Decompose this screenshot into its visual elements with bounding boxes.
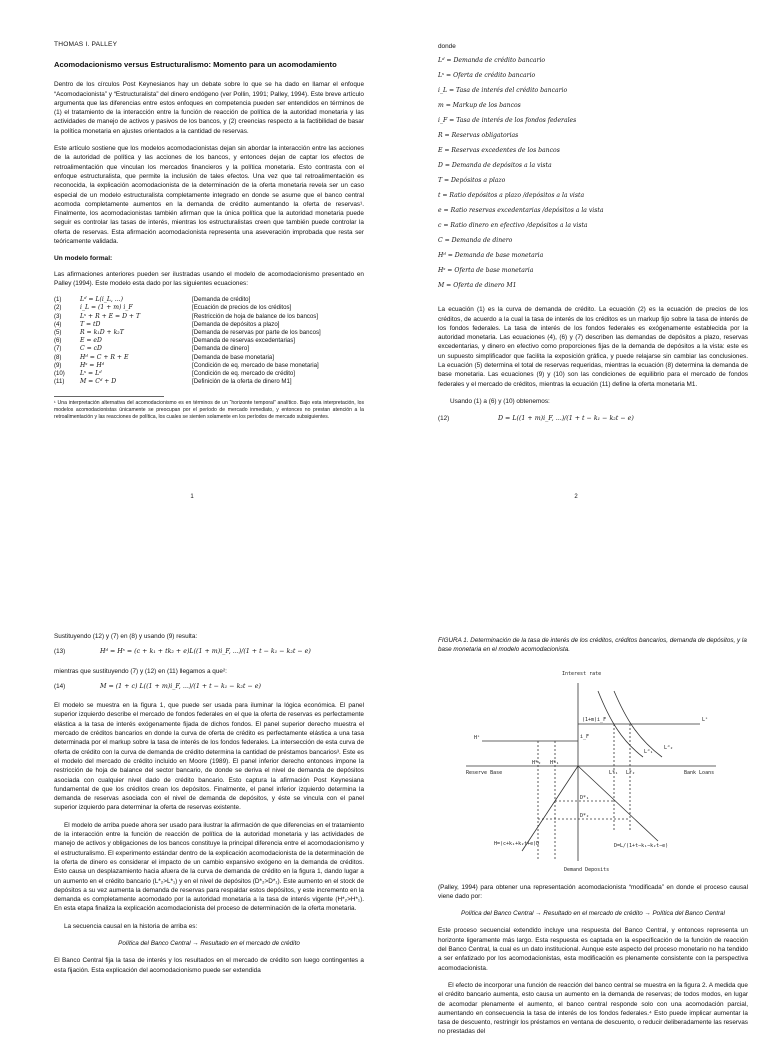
equation-description: [Demanda de crédito]	[192, 296, 251, 304]
equation-formula: M = Cᵈ + D	[80, 378, 117, 386]
equation-12	[438, 414, 748, 423]
equation-row	[54, 304, 364, 312]
equation-formula: Hˢ = Hᵈ	[80, 361, 105, 369]
equation-description: [Demanda de dinero]	[192, 345, 249, 353]
equation-description: [Restricción de hoja de balance de los bancos]	[192, 312, 319, 320]
figure-caption: FIGURA 1. Determinación de la tasa de interés de los créditos, créditos bancarios, demanda de depósitos, y la base monetaria en el modelo acomodacionista.	[438, 637, 747, 654]
equation-formula: T = tD	[80, 320, 101, 328]
equation-13-formula: Hᵈ = Hˢ = (c + k₁ + tk₂ + e)L((1 + m)i_F, ...)/(1 + t − k₁ − k₂t − e)	[100, 648, 311, 656]
variable-definition: Hˢ = Oferta de base monetaria	[438, 267, 534, 275]
label-reserve-equation: H=(c+k₁+k₂t+e)D	[494, 840, 540, 847]
variable-definition: R = Reservas obligatorias	[438, 132, 519, 140]
variable-definition: e = Ratio reservas excedentarias /depósitos a la vista	[438, 207, 604, 215]
label-h1: H*₁	[550, 759, 560, 766]
extended-process-paragraph: Este proceso secuencial extendido incluye una respuesta del Banco Central, y entonces representa un horizonte ligeramente más largo. Esta respuesta es captada en la especificación de la función de reacción del Banco Central, la cual es un dato institucional. Aunque este aspecto del proceso monetario no ha tendido a ser enfatizado por los acomodacionistas, esta modificación es plenamente consistente con la perspectiva acomodacionista.	[438, 927, 748, 972]
page-number-1: 1	[190, 494, 194, 500]
label-fed-funds-rate: i_F	[580, 733, 590, 740]
equation-row	[54, 313, 364, 321]
variable-definition: m = Markup de los bancos	[438, 102, 521, 110]
equation-formula: C = cD	[80, 345, 102, 353]
page-number-2: 2	[574, 494, 578, 500]
equation-formula: i_L = (1 + m) i_F	[80, 304, 133, 312]
equation-row	[54, 345, 364, 353]
equation-number: (4)	[54, 320, 62, 328]
equation-description: [Demanda de reservas por parte de los bancos]	[192, 329, 321, 337]
label-d1: D*₁	[580, 794, 590, 801]
argument-paragraph: Este artículo sostiene que los modelos acomodacionistas dejan sin abordar la interacción entre las acciones de la autoridad de política y las acciones de los bancos, y entonces dejan de captar los efectos de retroalimentación que vinculan los mercados financieros y la política monetaria. Esto contrasta con el enfoque estructuralista, que permite la inclusión de tales efectos. Una vez que tal retroalimentación es reconocida, la explicación acomodacionista de la determinación de la oferta monetaria revela ser un caso especial de un modelo estructuralista completamente integrado en donde se asume que el banco central acomoda completamente aumentos en la demanda de crédito aumentando la oferta de reservas¹. Finalmente, los acomodacionistas también afirman que la única política que la autoridad monetaria puede seguir es controlar las tasas de interés, mientras los estructuralistas creen que también puede controlar la oferta de reservas. Esta afirmación acomodacionista representa una aseveración improbada que resta ser teóricamente validada.	[54, 145, 364, 246]
equation-number: (7)	[54, 345, 62, 353]
causal-sequence: Política del Banco Central → Resultado en el mercado de crédito	[118, 940, 300, 948]
page-2	[384, 0, 768, 512]
causal-intro: La secuencia causal en la historia de arriba es:	[64, 922, 198, 930]
variable-definition: T = Depósitos a plazo	[438, 177, 506, 185]
equation-formula: Lᵈ = L(i_L, ...)	[80, 296, 123, 304]
equation-formula: Lˢ = Lᵈ	[80, 370, 102, 378]
substitution-mid: mientras que sustituyendo (7) y (12) en (11) llegamos a que²:	[54, 667, 227, 675]
axis-label-interest: Interest rate	[562, 670, 602, 677]
extended-model-intro: (Palley, 1994) para obtener una representación acomodacionista “modificada” en donde el proceso causal viene dado por:	[438, 883, 748, 900]
label-h2: H*₂	[532, 759, 542, 766]
derivation-intro: Usando (1) a (6) y (10) obtenemos:	[450, 397, 550, 405]
label-loan-rate: (1+m)i_F	[582, 716, 607, 723]
variable-definition: C = Demanda de dinero	[438, 237, 513, 245]
equation-formula: R = k₁D + k₂T	[80, 329, 124, 337]
figure-1-diagram	[438, 661, 748, 877]
label-loan-demand-1: Lᵈ₁	[644, 748, 654, 755]
equation-number: (2)	[54, 304, 62, 312]
variable-definition: t = Ratio depósitos a plazo /depósitos a la vista	[438, 192, 585, 200]
figure-explanation: El modelo se muestra en la figura 1, que puede ser usada para iluminar la lógica económica. El panel superior izquierdo describe el mercado de fondos federales en el que la oferta de reservas es perfectamente elástica a la tasa de interés exógenamente fijada de dichos fondos. El panel superior derecho muestra el mercado de créditos bancarios en donde la curva de oferta de crédito es perfectamente elástica a una tasa determinada por el markup sobre la tasa de interés de los fondos federales. La intersección de esta curva de oferta de crédito con la curva de demanda de crédito determina la cantidad de préstamos bancarios³. Este es el modelo del mercado de crédito incluido en Moore (1989). El panel inferior derecho entonces impone la restricción de hoja de balance del sector bancario, de donde se deriva el nivel de demanda de depósitos asociada con cualquier nivel dado de crédito bancario. Esto captura la afirmación Post Keynesiana fundamental de que los créditos crean los depósitos. Finalmente, el panel inferior izquierdo determina la demanda de reservas asociada con el nivel de demanda de depósitos, y éste se vincula con el panel superior izquierdo para determinar la oferta de reservas existente.	[54, 702, 364, 812]
deposit-line	[578, 766, 658, 841]
variable-definition: M = Oferta de dinero M1	[438, 282, 517, 290]
equation-number: (6)	[54, 337, 62, 345]
equation-row	[54, 354, 364, 362]
axis-label-bank-loans: Bank Loans	[684, 769, 715, 776]
page-4	[384, 512, 768, 1036]
model-intro-paragraph: Las afirmaciones anteriores pueden ser ilustradas usando el modelo de acomodacionismo presentado en Palley (1994). Este modelo esta dado por las siguientes ecuaciones:	[54, 270, 364, 287]
equation-row	[54, 370, 364, 378]
page-1	[0, 0, 384, 512]
equation-description: [Demanda de base monetaria]	[192, 353, 274, 361]
equation-number: (9)	[54, 361, 62, 369]
equation-formula: Hᵈ = C + R + E	[80, 353, 129, 361]
variable-definition: i_L = Tasa de interés del crédito bancario	[438, 87, 568, 95]
experiment-paragraph: El modelo de arriba puede ahora ser usado para ilustrar la afirmación de que diferencias en el tratamiento de la interacción entre la función de reacción de política de la autoridad monetaria y las actividades de manejo de activos y obligaciones de los bancos constituye la principal diferencia entre el acomodacionismo y el estructuralismo. El experimento estándar dentro de la explicación acomodacionista de la determinación de la oferta de dinero es considerar el impacto de un cambio expansivo exógeno en la demanda de créditos. Esto causa un desplazamiento hacia afuera de la curva de demanda de crédito en la figura 1, dando lugar a un aumento en el crédito bancario (L*₂>L*₁) y en el nivel de depósitos (D*₂>D*₁). Este aumento en el stock de depósitos a su vez aumenta la demanda de reservas para respaldar estos depósitos, y este incremento en la demanda es completamente acomodado por la autoridad monetaria a la tasa de interés vigente (H*₂>H*₁). En esta etapa finaliza la explicación acomodacionista del proceso de determinación de la oferta monetaria.	[54, 821, 364, 913]
section-heading: Un modelo formal:	[54, 255, 113, 263]
equation-14-number: (14)	[54, 682, 66, 690]
reserve-demand-line	[522, 766, 578, 851]
equation-description: [Definición de la oferta de dinero M1]	[192, 378, 292, 386]
equation-row	[54, 321, 364, 329]
extended-causal-sequence: Política del Banco Central → Resultado en el mercado de crédito → Política del Banco Central	[461, 910, 725, 918]
equation-number: (5)	[54, 329, 62, 337]
substitution-intro: Sustituyendo (12) y (7) en (8) y usando (9) resulta:	[54, 633, 198, 640]
equation-description: [Demanda de reservas excedentarias]	[192, 337, 295, 345]
equation-row	[54, 337, 364, 345]
equation-number: (8)	[54, 353, 62, 361]
label-reserve-supply: Hˢ	[474, 734, 481, 741]
variable-definition: D = Demanda de depósitos a la vista	[438, 162, 552, 170]
variable-definition: c = Ratio dinero en efectivo /depósitos a la vista	[438, 222, 588, 230]
equation-row	[54, 329, 364, 337]
article-title: Acomodacionismo versus Estructuralismo: Momento para un acomodamiento	[54, 60, 337, 70]
equation-13	[54, 647, 364, 656]
equation-description: [Condición de eq. mercado de base monetaria]	[192, 361, 319, 369]
equation-description: [Demanda de depósitos a plazo]	[192, 320, 280, 328]
equation-formula: E = eD	[80, 337, 102, 345]
equations-explanation: La ecuación (1) es la curva de demanda de crédito. La ecuación (2) es la ecuación de precios de los créditos, de acuerdo a la cual la tasa de interés de los créditos es un markup fijo sobre la tasa de interés de los fondos federales. La tasa de interés de los fondos federales es exógenamente establecida por la autoridad monetaria. Las ecuaciones (4), (6) y (7) describen las demandas de depósitos a plazo, reservas excedentarias, y dinero en efectivo como proporciones fijas de la demanda de depósitos a la vista: este es un supuesto simplificador que facilita la exposición gráfica, y puede relajarse sin cambiar las conclusiones. La ecuación (5) determina el total de reservas requeridas, mientras la ecuación (8) determina la demanda de base monetaria. Las ecuaciones (9) y (10) son las condiciones de equilibrio para el mercado de fondos federales y el mercado de créditos, mientras la ecuación (11) define la oferta monetaria M1.	[438, 306, 748, 388]
equation-list	[54, 296, 364, 386]
label-loan-supply: Lˢ	[702, 716, 709, 723]
equation-12-formula: D = L((1 + m)i_F, ...)/(1 + t − k₁ − k₂t − e)	[498, 415, 634, 423]
equation-13-number: (13)	[54, 648, 66, 656]
author-name: THOMAS I. PALLEY	[54, 41, 118, 48]
footnote-1: ¹ Una interpretación alternativa del acomodacionismo es en términos de un “horizonte temporal” analítico. Bajo esta interpretación, los modelos acomodacionistas únicamente se preocupan por el período de mercado inmediato, y entonces no prestan atención a la retroalimentación y las reacciones de política, los cuales se sienten solamente en los períodos de mercado subsiguientes.	[54, 400, 364, 421]
label-l2: L*₂	[626, 769, 636, 776]
intro-paragraph: Dentro de los círculos Post Keynesianos hay un debate sobre lo que se ha dado en llamar el enfoque “Acomodacionista” y “Estructuralista” del dinero endógeno (ver Pollin, 1991; Palley, 1994). Este breve artículo argumenta que las diferencias entre estos enfoques en competencia pueden ser entendidos en términos de (1) el tratamiento de la interacción entre la función de reacción de política de la autoridad monetaria y las actividades de manejo de activos y pasivos de los bancos, y (2) creencias respecto a la factibilidad de basar la política monetaria en ajustes orientados a la cantidad de reservas.	[54, 81, 364, 135]
equation-number: (11)	[54, 378, 65, 386]
equation-number: (10)	[54, 370, 65, 378]
equation-row	[54, 362, 364, 370]
variable-definition: E = Reservas excedentes de los bancos	[438, 147, 560, 155]
equation-row	[54, 378, 364, 386]
variable-definition: Lˢ = Oferta de crédito bancario	[438, 72, 536, 80]
footnote-rule	[54, 396, 164, 397]
equation-12-number: (12)	[438, 415, 450, 423]
equation-row	[54, 296, 364, 304]
variable-definitions	[438, 53, 748, 293]
equation-number: (3)	[54, 312, 62, 320]
equation-formula: Lˢ + R + E = D + T	[80, 312, 141, 320]
variable-definition: Hᵈ = Demanda de base monetaria	[438, 252, 544, 260]
equation-description: [Condición de eq. mercado de crédito]	[192, 370, 295, 378]
reaction-function-paragraph: El efecto de incorporar una función de reacción del banco central se muestra en la figura 2. A medida que el crédito bancario aumenta, esto causa un aumento en la demanda de reservas; de todos modos, en lugar de acomodar plenamente el aumento, el banco central responde solo con una acomodación parcial, aumentando en consecuencia la tasa de interés de los fondos federales.⁴ Esto puede implicar aumentar la tasa de descuento, restringir los préstamos en ventana de descuento, o reducir deliberadamente las reservas no prestadas del	[438, 981, 748, 1036]
label-loan-demand-2: Lᵈ₂	[664, 744, 674, 751]
equation-14-formula: M = (1 + c) L((1 + m)i_F, ...)/(1 + t − k₁ − k₂t − e)	[100, 682, 261, 690]
label-d2: D*₂	[580, 812, 590, 819]
equation-14	[54, 682, 364, 691]
axis-label-demand-deposits: Demand Deposits	[564, 866, 610, 873]
closing-paragraph: El Banco Central fija la tasa de interés y los resultados en el mercado de crédito son luego contingentes a esta fijación. Esta explicación del acomodacionismo puede ser extendida	[54, 957, 364, 974]
donde-label: donde	[438, 43, 456, 50]
axis-label-reserve-base: Reserve Base	[466, 769, 503, 776]
equation-description: [Ecuación de precios de los créditos]	[192, 304, 292, 312]
variable-definition: i_F = Tasa de interés de los fondos federales	[438, 117, 577, 125]
label-deposit-equation: D=L/(1+t−k₁−k₂t−e)	[614, 842, 669, 849]
label-l1: L*₁	[609, 769, 619, 776]
variable-definition: Lᵈ = Demanda de crédito bancario	[438, 57, 546, 65]
equation-number: (1)	[54, 296, 62, 304]
page-3	[0, 512, 384, 1024]
